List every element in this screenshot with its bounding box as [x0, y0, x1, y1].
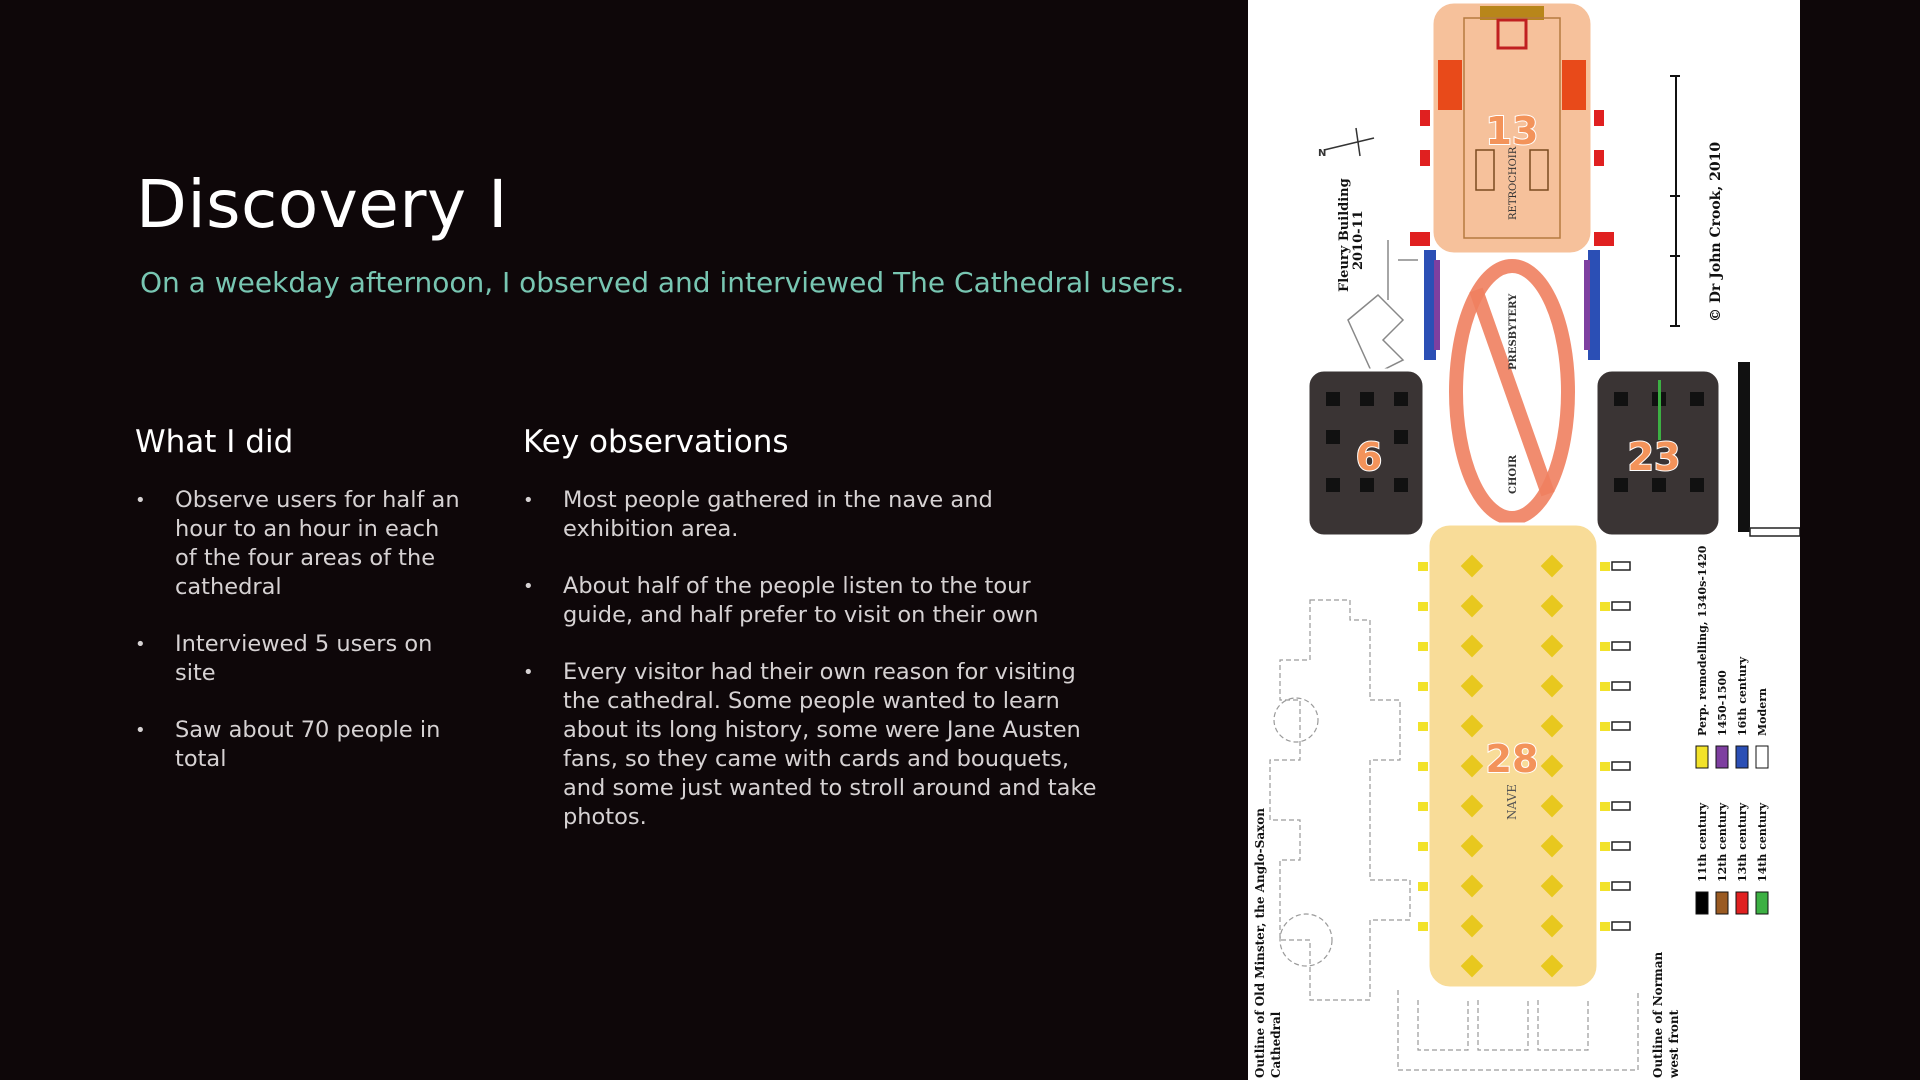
legend-label: 11th century — [1696, 802, 1709, 882]
nave-buttress — [1600, 882, 1610, 891]
key-observations-section — [523, 424, 1103, 860]
nave-count: 28 — [1485, 737, 1539, 781]
bullet-icon: • — [523, 662, 534, 683]
bullet-icon: • — [135, 634, 146, 655]
legend-label: 1450-1500 — [1716, 670, 1729, 736]
nave-outer-buttress — [1612, 922, 1630, 930]
nave-buttress — [1418, 602, 1428, 611]
nave-buttress — [1600, 722, 1610, 731]
floor-plan-svg — [1248, 0, 1800, 1080]
transept-east-wall — [1738, 362, 1750, 532]
left-transept-count: 6 — [1355, 435, 1383, 479]
nave-buttress — [1600, 762, 1610, 771]
right-transept-count: 23 — [1627, 435, 1681, 479]
bullet-icon: • — [523, 490, 534, 511]
nave-outer-buttress — [1612, 762, 1630, 770]
nave-buttress — [1600, 842, 1610, 851]
nave-outer-buttress — [1612, 842, 1630, 850]
slide-subtitle: On a weekday afternoon, I observed and interviewed The Cathedral users. — [140, 266, 1185, 299]
nave-buttress — [1600, 602, 1610, 611]
nave-outer-buttress — [1612, 642, 1630, 650]
presbytery-label: PRESBYTERY — [1508, 293, 1519, 370]
scale-bar — [1670, 76, 1680, 326]
bullet-icon: • — [135, 490, 146, 511]
nave-buttress — [1600, 642, 1610, 651]
bullet-icon: • — [135, 720, 146, 741]
legend-label: 16th century — [1736, 656, 1749, 736]
what-i-did-section — [135, 424, 465, 802]
nave-buttress — [1600, 682, 1610, 691]
legend-swatch — [1716, 892, 1728, 914]
list-item: • Every visitor had their own reason for visiting the cathedral. Some people wanted to learn about its long history, some were Jane Austen fans, so they came with cards and bouquets, and some just wanted to stroll around and take photos. — [523, 659, 1097, 830]
nave-buttress — [1418, 762, 1428, 771]
old-minster-label-2: Cathedral — [1269, 1011, 1283, 1078]
nave-buttress — [1418, 842, 1428, 851]
legend-swatch — [1716, 746, 1728, 768]
list-item: • Interviewed 5 users on site — [135, 631, 433, 686]
legend-label: 13th century — [1736, 802, 1749, 882]
fleury-label: Fleury Building — [1337, 178, 1352, 292]
list-item: • Saw about 70 people in total — [135, 717, 441, 772]
bullet-icon: • — [523, 576, 534, 597]
cathedral-floor-plan — [1248, 0, 1800, 1080]
nave-outer-buttress — [1612, 602, 1630, 610]
nave-buttress — [1418, 562, 1428, 571]
legend-swatch — [1756, 746, 1768, 768]
old-minster-label: Outline of Old Minster, the Anglo-Saxon — [1253, 808, 1267, 1078]
norman-label: Outline of Norman — [1651, 951, 1665, 1078]
key-observations-list — [523, 486, 1103, 832]
key-observations-heading: Key observations — [523, 424, 789, 460]
map-credit: © Dr John Crook, 2010 — [1708, 141, 1724, 322]
nave-buttress — [1418, 682, 1428, 691]
legend-swatch — [1756, 892, 1768, 914]
legend-label: Modern — [1756, 688, 1769, 736]
what-i-did-list — [135, 486, 465, 774]
fleury-year: 2010-11 — [1351, 210, 1366, 270]
legend-label: 12th century — [1716, 802, 1729, 882]
list-item: • About half of the people listen to the tour guide, and half prefer to visit on their own — [523, 573, 1039, 628]
nave-outer-buttress — [1612, 562, 1630, 570]
retrochoir-count: 13 — [1485, 109, 1539, 153]
list-item: • Most people gathered in the nave and exhibition area. — [523, 487, 993, 542]
north-arrow-icon — [1324, 128, 1374, 156]
slide-title: Discovery I — [136, 166, 509, 243]
nave-buttress — [1418, 722, 1428, 731]
nave-buttress — [1600, 562, 1610, 571]
nave-buttress — [1418, 802, 1428, 811]
legend-label: 14th century — [1756, 802, 1769, 882]
nave-outer-buttress — [1612, 682, 1630, 690]
north-label: N — [1318, 148, 1327, 159]
nave-buttress — [1600, 802, 1610, 811]
nave-buttress — [1418, 882, 1428, 891]
norman-label-2: west front — [1667, 1009, 1681, 1078]
map-legend — [1696, 545, 1769, 914]
legend-swatch — [1736, 746, 1748, 768]
legend-label: Perp. remodelling, 1340s-1420 — [1696, 545, 1709, 736]
nave-outer-buttress — [1612, 882, 1630, 890]
legend-swatch — [1736, 892, 1748, 914]
nave-label: NAVE — [1505, 784, 1519, 820]
what-i-did-heading: What I did — [135, 424, 294, 460]
choir-label: CHOIR — [1508, 454, 1519, 494]
nave-outer-buttress — [1612, 722, 1630, 730]
retrochoir-label: RETROCHOIR — [1508, 146, 1519, 220]
nave-buttress — [1418, 642, 1428, 651]
nave-buttress — [1418, 922, 1428, 931]
legend-swatch — [1696, 892, 1708, 914]
legend-swatch — [1696, 746, 1708, 768]
transept-annex — [1750, 528, 1800, 536]
nave-buttress — [1600, 922, 1610, 931]
list-item: • Observe users for half an hour to an hour in each of the four areas of the cathedral — [135, 487, 460, 600]
nave-outer-buttress — [1612, 802, 1630, 810]
